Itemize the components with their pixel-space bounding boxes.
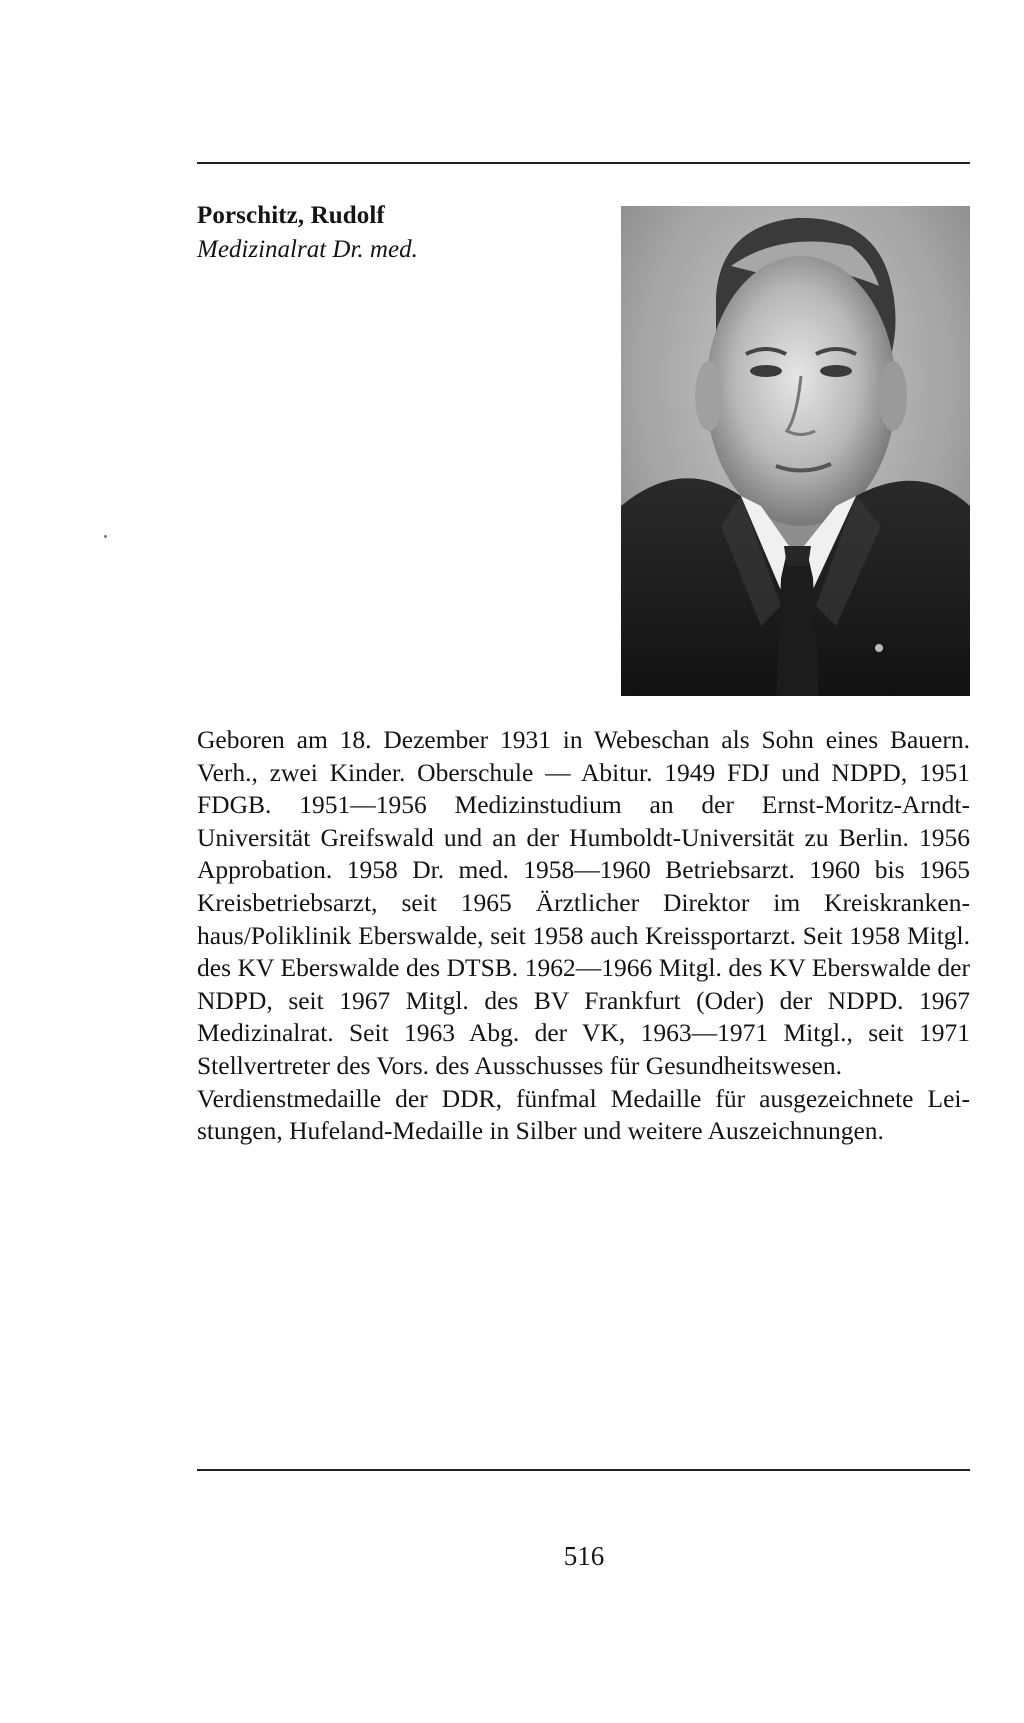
biography-paragraph: Geboren am 18. Dezember 1931 in Webeschan als Sohn eines Bauern. Verh., zwei Kinder. Oberschule — Abitur. 1949 FDJ und NDPD, 1951 FDGB. 1951—1956 Medizinstudium an der Ernst-Moritz-Arndt-Universität Greifswald und an der Humboldt-Universität zu Berlin. 1956 Approbation. 1958 Dr. med. 1958—1960 Betriebsarzt. 1960 bis 1965 Kreisbetriebsarzt, seit 1965 Ärztlicher Direktor im Kreiskrankenhaus/Poliklinik Eberswalde, seit 1958 auch Kreissportarzt. Seit 1958 Mitgl. des KV Eberswalde des DTSB. 1962—1966 Mitgl. des KV Eberswalde der NDPD, seit 1967 Mitgl. des BV Frankfurt (Oder) der NDPD. 1967 Medizinalrat. Seit 1963 Abg. der VK, 1963—1971 Mitgl., seit 1971 Stellvertreter des Vors. des Ausschusses für Gesundheitswesen. xyxy=(197,725,970,1080)
scan-speck xyxy=(104,535,107,538)
page-number: 516 xyxy=(563,1541,605,1571)
entry-name: Porschitz, Rudolf xyxy=(197,202,385,229)
biography xyxy=(197,724,970,1148)
portrait-photo xyxy=(621,206,970,696)
biography-paragraph: Verdienstmedaille der DDR, fünfmal Medaille für ausgezeichnete Leistungen, Hufeland-Medaille in Silber und weitere Auszeichnungen. xyxy=(197,1083,970,1146)
entry-title: Medizinalrat Dr. med. xyxy=(197,236,418,263)
top-rule xyxy=(197,162,970,164)
bottom-rule xyxy=(197,1469,970,1471)
